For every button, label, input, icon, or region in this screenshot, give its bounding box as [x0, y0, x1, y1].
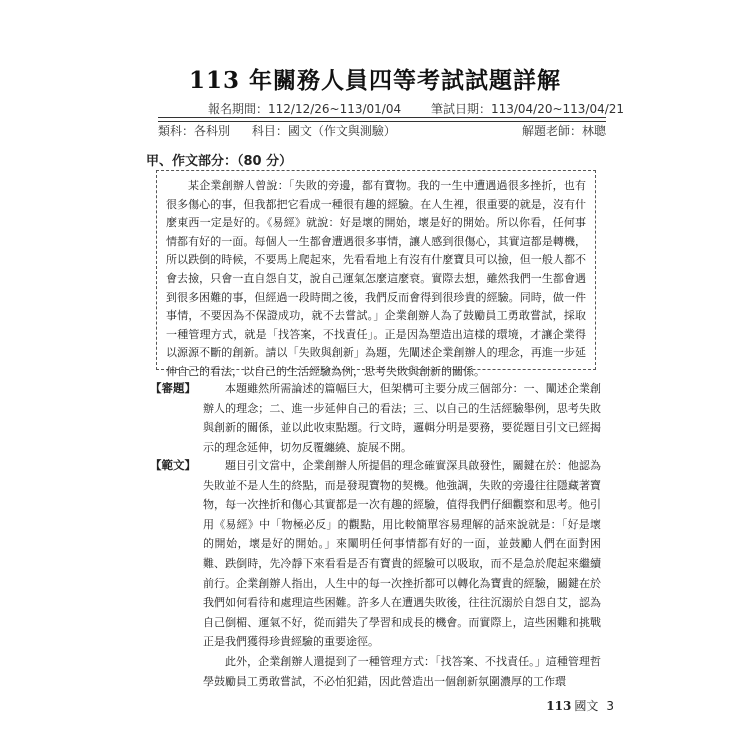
section-heading: 甲、作文部分：（80 分）	[146, 154, 293, 169]
sample-paragraph-1: 題目引文當中，企業創辦人所提倡的理念確實深具啟發性，關鍵在於：他認為失敗並不是人生的終點，而是發現寶物的契機。他強調，失敗的旁邊往往隱藏著寶物，每一次挫折和傷心其實都是一次有趣的經驗，值得我們仔細觀察和思考。他引用《易經》中「物極必反」的觀點，用比較簡單容易理解的話來說就是：「好是壞的開始，壞是好的開始。」來闡明任何事情都有好的一面，並鼓勵人們在面對困難、跌倒時，先冷靜下來看看是否有寶貴的經驗可以吸取，而不是急於爬起來繼續前行。企業創辦人指出，人生中的每一次挫折都可以轉化為寶貴的經驗，關鍵在於我們如何看待和處理這些困難。許多人在遭遇失敗後，往往沉溺於自怨自艾，認為自己倒楣、運氣不好，從而錯失了學習和成長的機會。而實際上，這些困難和挑戰正是我們獲得珍貴經驗的重要途徑。	[203, 459, 601, 649]
sample-label: 【範文】	[150, 458, 196, 472]
exam-dates	[208, 100, 650, 117]
teacher: 解題老師：林聰	[521, 124, 606, 138]
page-title: 113 年關務人員四等考試試題詳解	[188, 67, 562, 94]
category: 類科：各科別	[158, 124, 231, 138]
analysis-text-block	[203, 379, 601, 457]
registration-period: 報名期間：112/12/26~113/01/04	[208, 102, 402, 116]
sample-paragraph-2: 此外，企業創辦人還提到了一種管理方式：「找答案、不找責任。」這種管理哲學鼓勵員工勇敢嘗試，不必怕犯錯，因此營造出一個創新氛圍濃厚的工作環	[203, 654, 601, 688]
analysis-text: 本題雖然所需論述的篇幅巨大，但架構可主要分成三個部分：一、闡述企業創辦人的理念；二、進一步延伸自己的看法；三、以自己的生活經驗舉例，思考失敗與創新的關係，並以此收束點題。行文時，邏輯分明是要務，要從題目引文已經揭示的理念延伸，切勿反覆纏繞、旋展不開。	[203, 382, 601, 454]
analysis-label: 【審題】	[150, 381, 196, 395]
header-rule-top	[158, 117, 606, 118]
essay-prompt-text: 某企業創辦人曾說：「失敗的旁邊，都有寶物。我的一生中遭遇過很多挫折，也有很多傷心的事，但我都把它看成一種很有趣的經驗。在人生裡，很重要的就是，沒有什麼東西一定是好的。《易經》就說：好是壞的開始，壞是好的開始。所以你看，任何事情都有好的一面。每個人一生都會遭遇很多事情，讓人感到很傷心，其實這都是轉機，所以跌倒的時候，不要馬上爬起來，先看看地上有沒有什麼寶貝可以撿，但一般人都不會去撿，只會一直自怨自艾，說自己運氣怎麼這麼衰。實際去想，雖然我們一生都會遇到很多困難的事，但經過一段時間之後，我們反而會得到很珍貴的經驗。同時，做一件事情，不要因為不保證成功，就不去嘗試。」企業創辦人為了鼓勵員工勇敢嘗試，採取一種管理方式，就是「找答案，不找責任」。正是因為塑造出這樣的環境，才讓企業得以源源不斷的創新。請以「失敗與創新」為題，先闡述企業創辦人的理念，再進一步延伸自己的看法，以自己的生活經驗為例，思考失敗與創新的關係。	[166, 179, 586, 378]
footer-book: 113	[546, 699, 572, 713]
sample-essay	[203, 456, 601, 691]
essay-prompt-box	[156, 170, 596, 378]
exam-date: 筆試日期：113/04/20~113/04/21	[430, 102, 625, 116]
footer-subject: 國文	[574, 699, 599, 713]
page-number: 3	[606, 699, 614, 713]
subject: 科目：國文（作文與測驗）	[251, 124, 396, 138]
page-footer	[546, 697, 614, 714]
exam-meta	[158, 122, 606, 139]
